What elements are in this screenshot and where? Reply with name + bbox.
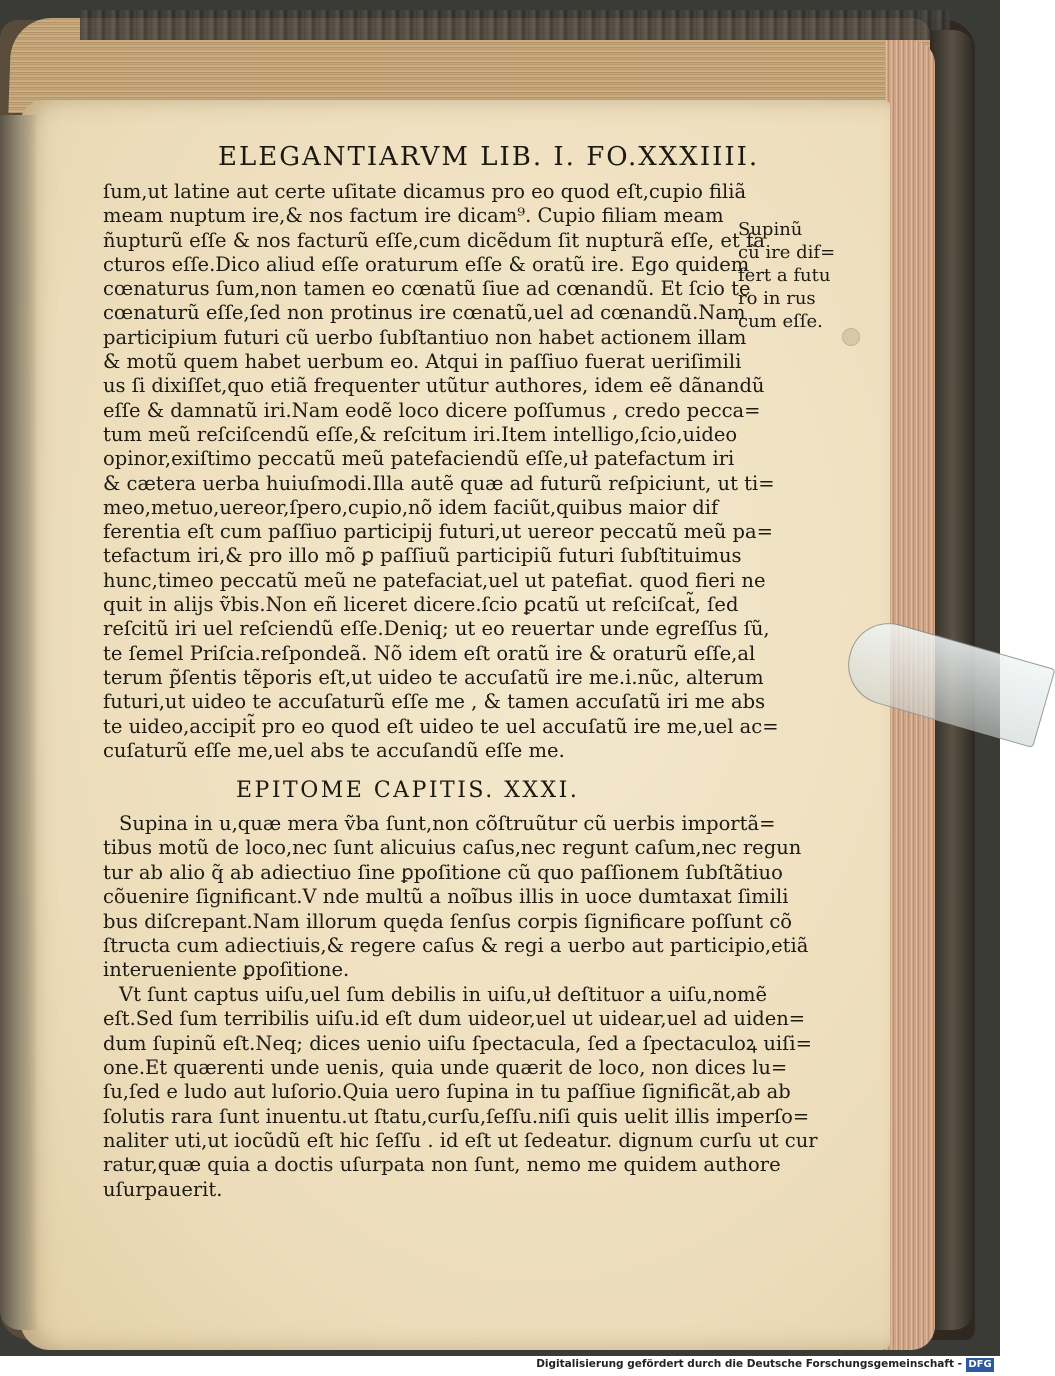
- funding-credit: Digitalisierung gefördert durch die Deutsche Forschungsgemeinschaft -: [536, 1358, 962, 1370]
- text-line: cœnaturus ſum,non tamen eo cœnatũ ſiue ad cœnandũ. Et ſcio te: [103, 277, 751, 301]
- text-line: tibus motũ de loco,nec ſunt alicuius caſus,nec regunt caſum,nec regun: [103, 836, 802, 860]
- text-line: uſurpauerit.: [103, 1177, 223, 1201]
- text-line: meo,metuo,uereor,ſpero,cupio,nõ idem faciũt,quibus maior dif: [103, 495, 719, 519]
- text-line: quit in alijs ṽbis.Non eñ liceret dicere.ſcio ꝑcatũ ut reſciſcat̃, ſed: [103, 593, 739, 617]
- text-line: ferentia eſt cum paſſiuo participij futuri,ut uereor peccatũ meũ pa=: [103, 520, 773, 544]
- text-line: & motũ quem habet uerbum eo. Atqui in paſſiuo fuerat ueriſimili: [103, 350, 742, 374]
- text-line: one.Et quærenti unde uenis, quia unde quærit de loco, non dices lu=: [103, 1055, 788, 1079]
- margin-note-line: fert a futu: [738, 265, 831, 286]
- text-line: ſtructa cum adiectiuis,& regere caſus & regi a uerbo aut participio,etiã: [103, 933, 809, 957]
- text-line: interueniente ꝑpoſitione.: [103, 958, 350, 982]
- text-line: tur ab alio q̃ ab adiectiuo ſine ꝑpoſitione cũ quo paſſionem ſubſtãtiuo: [103, 860, 783, 884]
- text-line: cõuenire ſignificant.V nde multũ a noĩbus illis in uoce dumtaxat ſimili: [103, 885, 789, 909]
- text-line: opinor,exiſtimo peccatũ meũ patefaciendũ eſſe,uł patefactum iri: [103, 447, 735, 471]
- text-line: te ſemel Priſcia.reſpondeã. Nõ idem eſt oratũ ire & oraturũ eſſe,al: [103, 641, 756, 665]
- epitome-text-block: [103, 812, 818, 1202]
- margin-note-line: Supinũ: [738, 219, 803, 240]
- gutter-shadow: [0, 115, 38, 1330]
- text-line: ratur,quæ quia a doctis uſurpata non ſunt, nemo me quidem authore: [103, 1153, 781, 1177]
- text-line: ñupturũ eſſe & nos facturũ eſſe,cum dicẽdum ſit nupturã eſſe, et fa: [103, 228, 765, 252]
- text-line: Vt ſunt captus uiſu,uel ſum debilis in uiſu,uł deſtituor a uiſu,nomẽ: [119, 982, 768, 1006]
- text-line: Supina in u,quæ mera ṽba ſunt,non cõſtruũtur cũ uerbis importã=: [119, 812, 776, 835]
- margin-note-line: cũ ire dif=: [738, 242, 836, 263]
- text-line: eſt.Sed ſum terribilis uiſu.id eſt dum uideor,uel ut uidear,uel ad uiden=: [103, 1007, 806, 1031]
- text-line: cturos eſſe.Dico aliud eſſe oraturum eſſe & oratũ ire. Ego quidem: [103, 252, 750, 276]
- text-line: tum meũ reſciſcendũ eſſe,& reſcitum iri.Item intelligo,ſcio,uideo: [103, 422, 738, 446]
- text-line: reſcitũ iri uel reſciendũ eſſe.Deniq; ut eo reuertar unde egreſſus ſũ,: [103, 617, 770, 641]
- text-line: te uideo,accipit̃ pro eo quod eſt uideo te uel accuſatũ ire me,uel ac=: [103, 714, 779, 738]
- text-line: bus diſcrepant.Nam illorum quęda ſenſus corpis ſignificare poſſunt cõ: [103, 909, 792, 933]
- text-line: naliter uti,ut iocũdũ eſt hic ſeſſu . id eſt ut ſedeatur. dignum curſu ut cur: [103, 1129, 818, 1153]
- margin-note-line: cum eſſe.: [738, 311, 823, 332]
- text-line: cuſaturũ eſſe me,uel abs te accuſandũ eſſe me.: [103, 738, 565, 762]
- text-line: dum ſupinũ eſt.Neq; dices uenio uiſu ſpectacula, ſed a ſpectaculoꝝ uiſi=: [103, 1031, 812, 1055]
- text-line: ſolutis rara ſunt inuentu.ut ſtatu,curſu,ſeſſu.niſi quis uelit illis imperſo=: [103, 1104, 810, 1128]
- running-header: ELEGANTIARVM LIB. I. FO.XXXIIII.: [218, 142, 760, 172]
- section-heading: EPITOME CAPITIS. XXXI.: [236, 778, 580, 803]
- text-line: ſu,ſed e ludo aut luſorio.Quia uero ſupina in tu paſſiue ſignificãt,ab ab: [103, 1080, 791, 1104]
- margin-note: [738, 218, 836, 333]
- text-line: eſſe & damnatũ iri.Nam eodẽ loco dicere poſſumus , credo pecca=: [103, 398, 761, 422]
- text-line: tefactum iri,& pro illo mõ ꝑ paſſiuũ participiũ futuri ſubſtituimus: [103, 544, 742, 568]
- text-line: participium futuri cũ uerbo ſubſtantiuo non habet actionem illam: [103, 325, 747, 349]
- text-line: futuri,ut uideo te accuſaturũ eſſe me , & tamen accuſatũ iri me abs: [103, 690, 766, 714]
- cover-top-edge: [80, 10, 950, 40]
- text-line: cœnaturũ eſſe,ſed non protinus ire cœnatũ,uel ad cœnandũ.Nam: [103, 301, 746, 325]
- text-line: terum p̃ſentis tẽporis eſt,ut uideo te accuſatũ ire me.i.nũc, alterum: [103, 665, 764, 689]
- text-line: & cætera uerba huiuſmodi.Illa autẽ quæ ad futurũ reſpiciunt, ut ti=: [103, 471, 775, 495]
- paper-stain: [842, 328, 860, 346]
- dfg-logo-icon: DFG: [966, 1358, 994, 1372]
- text-line: ſum,ut latine aut certe uſitate dicamus pro eo quod eſt,cupio filiã: [103, 180, 747, 203]
- text-line: us ſi dixiſſet,quo etiã frequenter utũtur authores, idem eẽ dãnandũ: [103, 374, 765, 398]
- footer-bar: [0, 1356, 1000, 1376]
- text-line: meam nuptum ire,& nos factum ire dicam⁹. Cupio filiam meam: [103, 204, 724, 228]
- text-line: hunc,timeo peccatũ meũ ne patefaciat,uel ut patefiat. quod fieri ne: [103, 568, 766, 592]
- margin-note-line: ro in rus: [738, 288, 816, 309]
